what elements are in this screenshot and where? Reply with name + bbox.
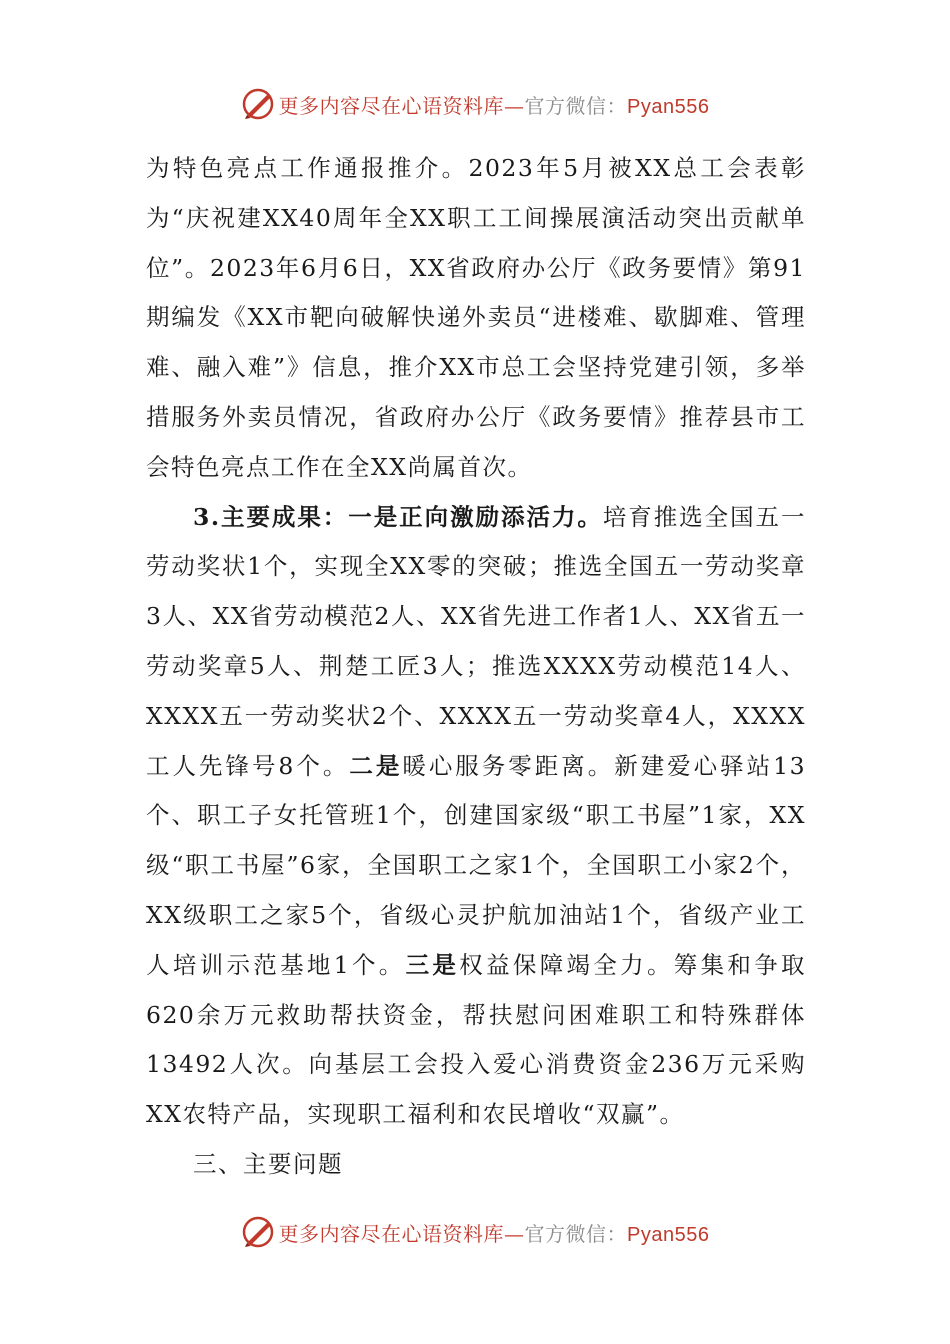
banner-text (279, 1218, 710, 1247)
document-body (146, 144, 806, 1190)
pen-logo-icon (241, 87, 275, 121)
paragraph-2-text-1: 培育推选全国五一劳动奖状1个，实现全XX零的突破；推选全国五一劳动奖章3人、XX省劳动模范2人、XX省先进工作者1人、XX省五一劳动奖章5人、荆楚工匠3人；推选XXXX劳动模范14人、XXXX五一劳动奖状2个、XXXX五一劳动奖章4人，XXXX工人先锋号8个。 (146, 502, 806, 780)
paragraph-2-lead: 3.主要成果：一是正向激励添活力。 (193, 502, 603, 531)
banner-dash: — (504, 93, 525, 118)
banner-wechat-label: 官方微信： (524, 1221, 628, 1246)
paragraph-2-bold-3: 三是 (405, 950, 460, 979)
footer-banner (0, 1212, 950, 1252)
banner-prefix: 更多内容尽在心语资料库 (278, 1221, 505, 1246)
section-heading-3: 三、主要问题 (193, 1149, 343, 1178)
paragraph-2-bold-2: 二是 (349, 751, 403, 780)
pen-logo-icon (241, 1215, 275, 1249)
banner-wechat-id: Pyan556 (627, 1223, 710, 1246)
paragraph-1: 为特色亮点工作通报推介。2023年5月被XX总工会表彰为“庆祝建XX40周年全XX职工工间操展演活动突出贡献单位”。2023年6月6日，XX省政府办公厅《政务要情》第91期编发《XX市靶向破解快递外卖员“进楼难、歇脚难、管理难、融入难”》信息，推介XX市总工会坚持党建引领，多举措服务外卖员情况，省政府办公厅《政务要情》推荐县市工会特色亮点工作在全XX尚属首次。 (146, 154, 806, 481)
banner-dash: — (504, 1221, 525, 1246)
banner-text (279, 90, 710, 119)
paragraph-2-text-3: 权益保障竭全力。筹集和争取620余万元救助帮扶资金，帮扶慰问困难职工和特殊群体13492人次。向基层工会投入爱心消费资金236万元采购XX农特产品，实现职工福利和农民增收“双赢”。 (146, 950, 807, 1129)
banner-wechat-id: Pyan556 (627, 95, 710, 118)
banner-wechat-label: 官方微信： (524, 93, 628, 118)
paragraph-2 (146, 493, 806, 1140)
header-banner (0, 84, 950, 124)
banner-prefix: 更多内容尽在心语资料库 (278, 93, 505, 118)
paragraph-2-text-2: 暖心服务零距离。新建爱心驿站13个、职工子女托管班1个，创建国家级“职工书屋”1家，XX级“职工书屋”6家，全国职工之家1个，全国职工小家2个，XX级职工之家5个，省级心灵护航加油站1个，省级产业工人培训示范基地1个。 (146, 751, 807, 979)
